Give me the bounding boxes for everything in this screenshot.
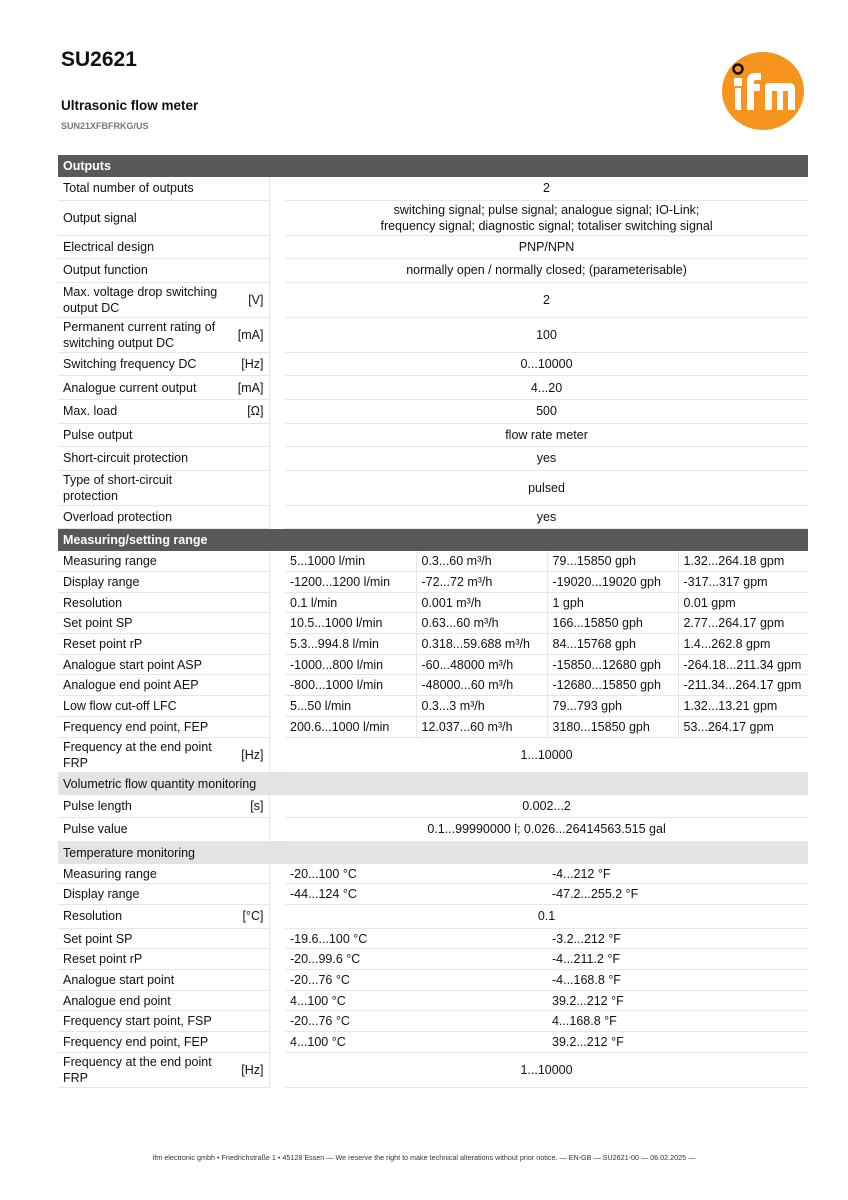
row-label: Type of short-circuit [63,472,173,487]
value-fahrenheit: 39.2...212 °F [547,990,808,1011]
value-m3h: -72...72 m³/h [416,572,547,593]
row-label: Total number of outputs [63,181,194,196]
value-m3h: 0.3...3 m³/h [416,696,547,717]
value-gpm: 1.4...262.8 gpm [678,634,808,655]
value-gpm: -211.34...264.17 gpm [678,675,808,696]
value-lmin: 5.3...994.8 l/min [285,634,416,655]
row-unit: [mA] [226,317,269,352]
value-gpm: -317...317 gpm [678,572,808,593]
value-gph: 84...15768 gph [547,634,678,655]
value-lmin: 0.1 l/min [285,592,416,613]
row-unit: [s] [226,795,269,818]
value-celsius: -20...100 °C [285,864,547,884]
section-header-measuring: Measuring/setting range [58,529,808,552]
row-value: flow rate meter [285,423,808,447]
value-gph: 1 gph [547,592,678,613]
row-label: Max. load [63,404,118,419]
value-gph: 166...15850 gph [547,613,678,634]
row-label: Pulse value [58,818,226,842]
row-value: yes [285,505,808,529]
row-label: Frequency end point, FEP [58,1032,226,1053]
row-value: 0...10000 [285,352,808,376]
row-label: Analogue start point [58,970,226,991]
row-value: 1...10000 [285,737,808,772]
value-lmin: -800...1000 l/min [285,675,416,696]
row-label-line2: switching output DC [63,335,175,350]
value-m3h: -60...48000 m³/h [416,654,547,675]
row-label: Reset point rP [58,634,226,655]
value-celsius: -44...124 °C [285,884,547,905]
value-gpm: 0.01 gpm [678,592,808,613]
row-value: 1...10000 [285,1052,808,1087]
row-value: PNP/NPN [285,235,808,259]
row-unit: [Hz] [226,1052,269,1087]
value-lmin: -1200...1200 l/min [285,572,416,593]
row-label: Max. voltage drop switching [63,284,218,299]
value-fahrenheit: -4...168.8 °F [547,970,808,991]
value-gph: -15850...12680 gph [547,654,678,675]
row-label: Pulse length [58,795,226,818]
page-title: SU2621 [61,48,137,71]
row-value: normally open / normally closed; (parameterisable) [285,259,808,283]
value-gph: 79...15850 gph [547,551,678,571]
row-label: Frequency start point, FSP [58,1011,226,1032]
value-celsius: -20...76 °C [285,1011,547,1032]
row-label-line2: protection [63,488,118,503]
value-m3h: 0.63...60 m³/h [416,613,547,634]
value-fahrenheit: -4...212 °F [547,864,808,884]
value-gph: 79...793 gph [547,696,678,717]
row-label: Frequency end point, FEP [58,716,226,737]
value-fahrenheit: -47.2...255.2 °F [547,884,808,905]
row-label: Output signal [63,210,137,225]
value-gph: -19020...19020 gph [547,572,678,593]
value-m3h: 0.3...60 m³/h [416,551,547,571]
row-label: Analogue start point ASP [58,654,226,675]
subsection-header-volumetric: Volumetric flow quantity monitoring [58,772,808,795]
row-value: 100 [285,317,808,352]
article-code: SUN21XFBFRKG/US [61,121,149,131]
row-unit: [mA] [226,376,269,400]
row-label: Resolution [58,905,226,929]
row-unit: [Hz] [226,352,269,376]
value-m3h: 12.037...60 m³/h [416,716,547,737]
row-label: Permanent current rating of [63,319,216,334]
value-gpm: -264.18...211.34 gpm [678,654,808,675]
row-label-line2: FRP [63,1070,88,1085]
value-lmin: 10.5...1000 l/min [285,613,416,634]
row-label-line2: output DC [63,300,120,315]
value-fahrenheit: -4...211.2 °F [547,949,808,970]
subsection-header-temperature: Temperature monitoring [58,841,808,864]
value-lmin: 200.6...1000 l/min [285,716,416,737]
row-value: yes [285,447,808,471]
row-value-line2: frequency signal; diagnostic signal; totaliser switching signal [380,218,713,233]
row-unit: [V] [226,282,269,317]
row-unit: [Hz] [226,737,269,772]
value-lmin: 5...50 l/min [285,696,416,717]
ifm-logo [721,51,805,131]
row-label: Set point SP [58,613,226,634]
row-value: 4...20 [285,376,808,400]
row-label: Short-circuit protection [63,451,189,466]
section-header-outputs: Outputs [58,155,808,177]
row-value: switching signal; pulse signal; analogue signal; IO-Link; [393,202,700,217]
row-label: Analogue current output [63,380,197,395]
value-celsius: 4...100 °C [285,1032,547,1053]
value-gpm: 2.77...264.17 gpm [678,613,808,634]
row-value: pulsed [285,470,808,505]
value-m3h: -48000...60 m³/h [416,675,547,696]
row-label: Electrical design [63,239,155,254]
row-label: Frequency at the end point [63,1054,212,1069]
value-gph: -12680...15850 gph [547,675,678,696]
row-label: Analogue end point AEP [58,675,226,696]
row-value: 2 [285,282,808,317]
value-gph: 3180...15850 gph [547,716,678,737]
row-label: Display range [58,884,226,905]
row-value: 2 [285,177,808,200]
value-m3h: 0.001 m³/h [416,592,547,613]
row-label: Analogue end point [58,990,226,1011]
value-gpm: 1.32...13.21 gpm [678,696,808,717]
row-value: 500 [285,399,808,423]
value-gpm: 1.32...264.18 gpm [678,551,808,571]
row-label-line2: FRP [63,755,88,770]
row-label: Low flow cut-off LFC [58,696,226,717]
value-m3h: 0.318...59.688 m³/h [416,634,547,655]
row-value: 0.1 [285,905,808,929]
value-fahrenheit: 39.2...212 °F [547,1032,808,1053]
row-label: Set point SP [58,928,226,949]
row-label: Display range [58,572,226,593]
row-label: Output function [63,263,148,278]
row-label: Measuring range [58,551,226,571]
row-unit: [Ω] [226,399,269,423]
value-gpm: 53...264.17 gpm [678,716,808,737]
row-label: Overload protection [63,510,173,525]
row-value: 0.1...99990000 l; 0.026...26414563.515 gal [285,818,808,842]
page-footer: ifm electronic gmbh • Friedrichstraße 1 • 45128 Essen — We reserve the right to make technical alterations without prior notice. — EN-GB — SU2621-00 — 06.02.2025 — [152,1153,696,1162]
spec-table [58,155,808,1088]
row-label: Switching frequency DC [63,357,197,372]
row-label: Frequency at the end point [63,739,212,754]
row-label: Reset point rP [58,949,226,970]
value-fahrenheit: -3.2...212 °F [547,928,808,949]
value-celsius: -19.6...100 °C [285,928,547,949]
value-celsius: 4...100 °C [285,990,547,1011]
product-subtitle: Ultrasonic flow meter [61,98,199,113]
value-lmin: -1000...800 l/min [285,654,416,675]
row-label: Pulse output [63,427,133,442]
value-fahrenheit: 4...168.8 °F [547,1011,808,1032]
row-value: 0.002...2 [285,795,808,818]
value-lmin: 5...1000 l/min [285,551,416,571]
row-label: Measuring range [58,864,226,884]
value-celsius: -20...76 °C [285,970,547,991]
row-label: Resolution [58,592,226,613]
row-unit: [°C] [226,905,269,929]
value-celsius: -20...99.6 °C [285,949,547,970]
